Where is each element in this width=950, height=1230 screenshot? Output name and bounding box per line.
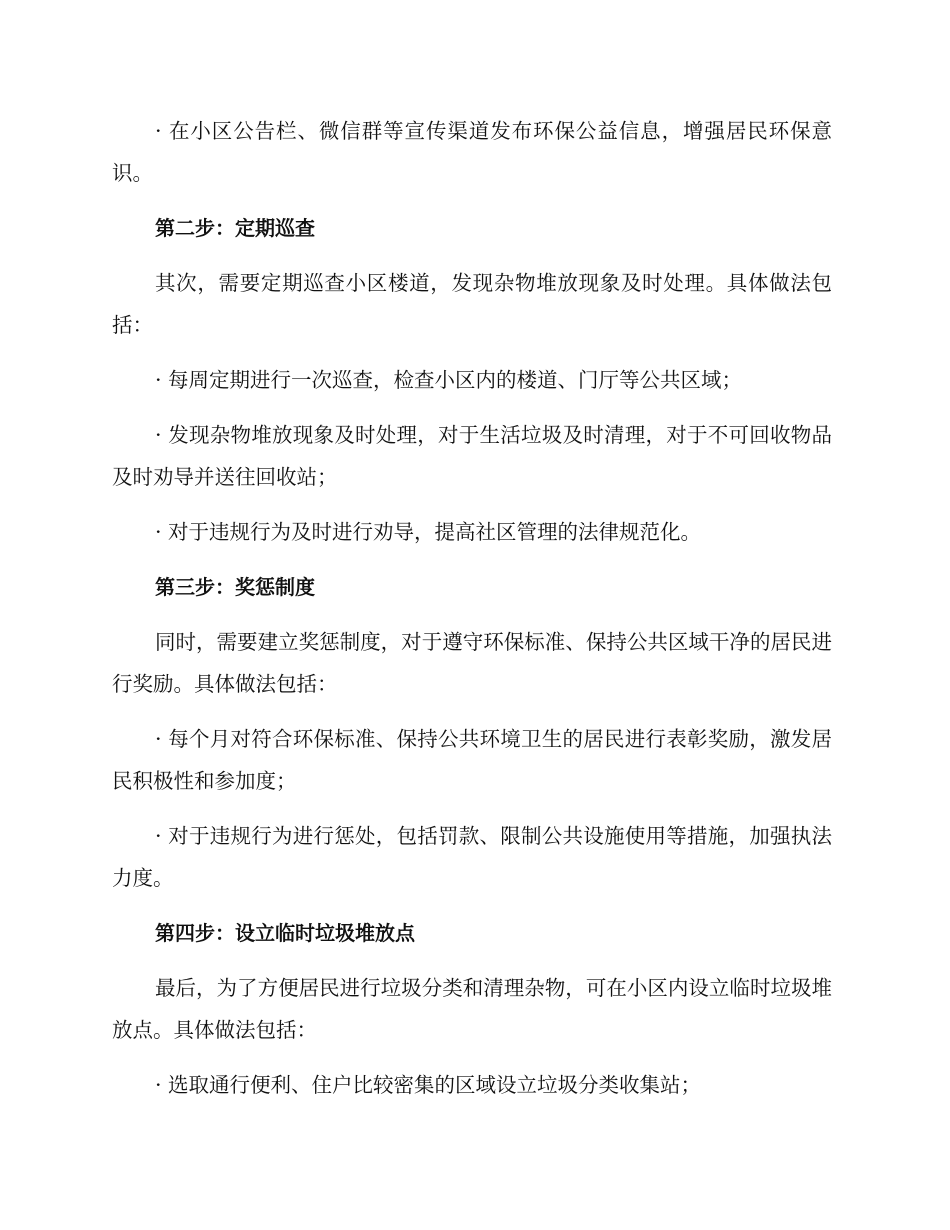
bullet-item: · 选取通行便利、住户比较密集的区域设立垃圾分类收集站； (155, 1073, 702, 1097)
bullet-item: · 对于违规行为及时进行劝导，提高社区管理的法律规范化。 (155, 520, 702, 544)
section-heading: 第四步：设立临时垃圾堆放点 (155, 921, 415, 945)
body-paragraph: 其次，需要定期巡查小区楼道，发现杂物堆放现象及时处理。具体做法包括： (112, 271, 832, 337)
bullet-item: · 发现杂物堆放现象及时处理，对于生活垃圾及时清理，对于不可回收物品及时劝导并送往回收站； (112, 423, 832, 489)
bullet-item: · 对于违规行为进行惩处，包括罚款、限制公共设施使用等措施，加强执法力度。 (112, 824, 832, 890)
document-body (112, 110, 832, 1119)
section-heading: 第二步：定期巡查 (155, 216, 315, 240)
body-paragraph: 最后，为了方便居民进行垃圾分类和清理杂物，可在小区内设立临时垃圾堆放点。具体做法包括： (112, 976, 832, 1042)
bullet-item: · 每周定期进行一次巡查，检查小区内的楼道、门厅等公共区域； (155, 368, 743, 392)
bullet-item: · 每个月对符合环保标准、保持公共环境卫生的居民进行表彰奖励，激发居民积极性和参加度； (112, 727, 832, 793)
bullet-item: · 在小区公告栏、微信群等宣传渠道发布环保公益信息，增强居民环保意识。 (112, 119, 832, 185)
body-paragraph: 同时，需要建立奖惩制度，对于遵守环保标准、保持公共区域干净的居民进行奖励。具体做法包括： (112, 630, 832, 696)
section-heading: 第三步：奖惩制度 (155, 575, 315, 599)
